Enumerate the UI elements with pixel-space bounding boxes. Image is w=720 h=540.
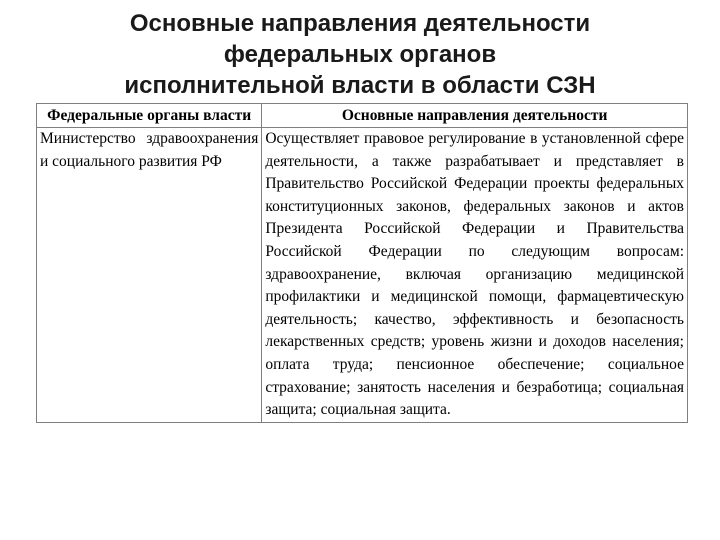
table-header-row [37,104,688,128]
title-line-2: федеральных органов [223,41,497,68]
title-line-1: Основные направления деятельности [129,10,591,37]
cell-organ-name: Министерство здравоохранения и социального развития РФ [37,128,262,423]
title-line-3: исполнительной власти в области СЗН [124,72,596,99]
directions-table [36,103,688,423]
cell-directions: Осуществляет правовое регулирование в установленной сфере деятельности, а также разрабатывает и представляет в Правительство Российской Федерации проекты федеральных конституционных законов, федеральных законов и актов Президента Российской Федерации и Правительства Российской Федерации по следующим вопросам: здравоохранение, включая организацию медицинской профилактики и медицинской помощи, фармацевтическую деятельность; качество, эффективность и безопасность лекарственных средств; уровень жизни и доходов населения; оплата труда; пенсионное обеспечение; социальное страхование; занятость населения и безработица; социальная защита; социальная защита. [262,128,688,423]
header-federal-organs: Федеральные органы власти [37,104,262,128]
header-main-directions: Основные направления деятельности [262,104,688,128]
page-title [0,8,720,101]
table-row [37,128,688,423]
